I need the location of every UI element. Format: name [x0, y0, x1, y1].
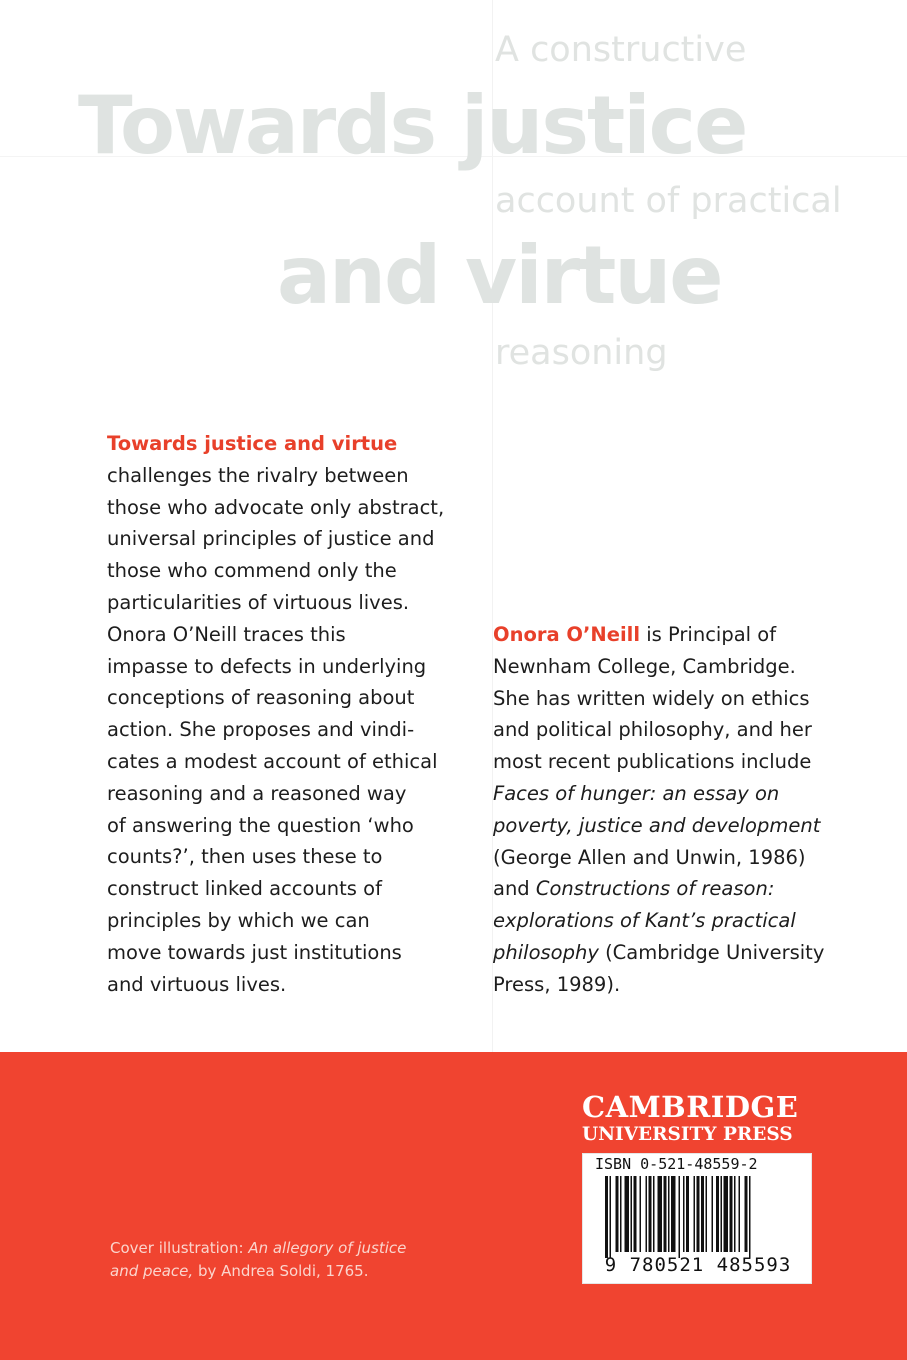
barcode-stripe: [653, 1176, 655, 1252]
barcode-stripe: [640, 1176, 642, 1252]
publisher-name: CAMBRIDGE: [582, 1090, 799, 1124]
blurb-line: those who commend only the: [107, 559, 397, 583]
barcode-bars-icon: [605, 1176, 795, 1258]
barcode-stripe: [664, 1176, 667, 1252]
blurb-line: impasse to defects in underlying: [107, 654, 427, 678]
barcode-stripe: [749, 1176, 751, 1258]
barcode-stripe: [716, 1176, 719, 1252]
barcode-stripe: [734, 1176, 736, 1252]
bio-text: is Principal of: [640, 623, 777, 646]
barcode-stripe: [712, 1176, 714, 1252]
bio-text: (Cambridge University: [598, 940, 825, 964]
barcode-stripe: [679, 1176, 681, 1258]
blurb-line: universal principles of justice and: [107, 527, 435, 551]
publisher-logo: [582, 1091, 808, 1147]
barcode-stripe: [605, 1176, 608, 1258]
blurb-line: action. She proposes and vindi-: [107, 718, 415, 742]
barcode-stripe: [739, 1176, 741, 1252]
bio-book-title: Constructions of reason:: [535, 877, 775, 901]
barcode-stripe: [625, 1176, 630, 1252]
barcode-stripe: [634, 1176, 637, 1252]
blurb-line: of answering the question ‘who: [107, 813, 414, 837]
blurb-line: construct linked accounts of: [107, 877, 382, 901]
subtitle-line3: reasoning: [495, 333, 668, 373]
blurb-line: particularities of virtuous lives.: [107, 590, 410, 614]
bio-line: [493, 873, 824, 905]
barcode-stripe: [706, 1176, 708, 1252]
cover-title-line2: and virtue: [277, 229, 722, 322]
barcode-stripe: [610, 1176, 612, 1258]
bio-line: most recent publications include: [493, 750, 812, 774]
barcode-stripe: [701, 1176, 704, 1252]
barcode-stripe: [686, 1176, 689, 1252]
cover-illustration-credit: [110, 1237, 406, 1283]
blurb-line: and virtuous lives.: [107, 972, 287, 996]
credit-prefix: Cover illustration:: [110, 1239, 249, 1257]
blurb-text: [107, 428, 444, 1000]
barcode-stripe: [658, 1176, 663, 1252]
barcode-stripe: [649, 1176, 652, 1252]
blurb-lead: Towards justice and virtue: [107, 432, 398, 455]
barcode-stripe: [721, 1176, 723, 1252]
blurb-line: Onora O’Neill traces this: [107, 622, 346, 646]
blurb-line: reasoning and a reasoned way: [107, 781, 407, 805]
bio-line: Press, 1989).: [493, 972, 621, 996]
bio-book-title: poverty, justice and development: [493, 813, 821, 837]
bio-line: [493, 619, 824, 651]
credit-title: An allegory of justice: [248, 1239, 407, 1257]
bio-book-title: explorations of Kant’s practical: [493, 909, 796, 933]
bio-line: Newnham College, Cambridge.: [493, 654, 796, 678]
barcode-stripe: [646, 1176, 648, 1252]
subtitle-line2: account of practical: [495, 181, 842, 221]
subtitle-line1: A constructive: [495, 30, 747, 70]
credit-title: and peace,: [110, 1262, 194, 1280]
barcode-stripe: [616, 1176, 619, 1252]
blurb-line: challenges the rivalry between: [107, 463, 409, 487]
publisher-subname: UNIVERSITY PRESS: [582, 1124, 793, 1145]
barcode-stripe: [620, 1176, 622, 1252]
isbn-barcode: [582, 1153, 812, 1284]
blurb-line: cates a modest account of ethical: [107, 749, 438, 773]
barcode-stripe: [671, 1176, 676, 1252]
barcode-stripe: [730, 1176, 733, 1252]
bio-text: and: [493, 877, 536, 901]
bio-line: (George Allen and Unwin, 1986): [493, 845, 806, 869]
blurb-line: conceptions of reasoning about: [107, 686, 415, 710]
bio-line: and political philosophy, and her: [493, 718, 812, 742]
barcode-stripe: [724, 1176, 729, 1252]
barcode-stripe: [631, 1176, 633, 1252]
author-name: Onora O’Neill: [493, 623, 641, 646]
barcode-stripe: [668, 1176, 670, 1252]
blurb-line: those who advocate only abstract,: [107, 495, 445, 519]
cover-title-line1: Towards justice: [78, 79, 747, 172]
bio-line: [493, 937, 824, 969]
blurb-line: counts?’, then uses these to: [107, 845, 383, 869]
bio-line: She has written widely on ethics: [493, 686, 810, 710]
credit-suffix: by Andrea Soldi, 1765.: [193, 1262, 369, 1280]
bio-book-title: Faces of hunger: an essay on: [493, 781, 780, 805]
barcode-stripe: [745, 1176, 748, 1252]
author-bio: [493, 619, 824, 1001]
isbn-label: ISBN 0-521-48559-2: [595, 1155, 758, 1173]
barcode-stripe: [694, 1176, 696, 1252]
barcode-stripe: [697, 1176, 700, 1252]
barcode-stripe: [683, 1176, 685, 1252]
blurb-line: principles by which we can: [107, 908, 370, 932]
bio-book-title: philosophy: [493, 940, 599, 964]
ean-digits: 9 780521 485593: [604, 1254, 792, 1276]
blurb-line: move towards just institutions: [107, 940, 402, 964]
